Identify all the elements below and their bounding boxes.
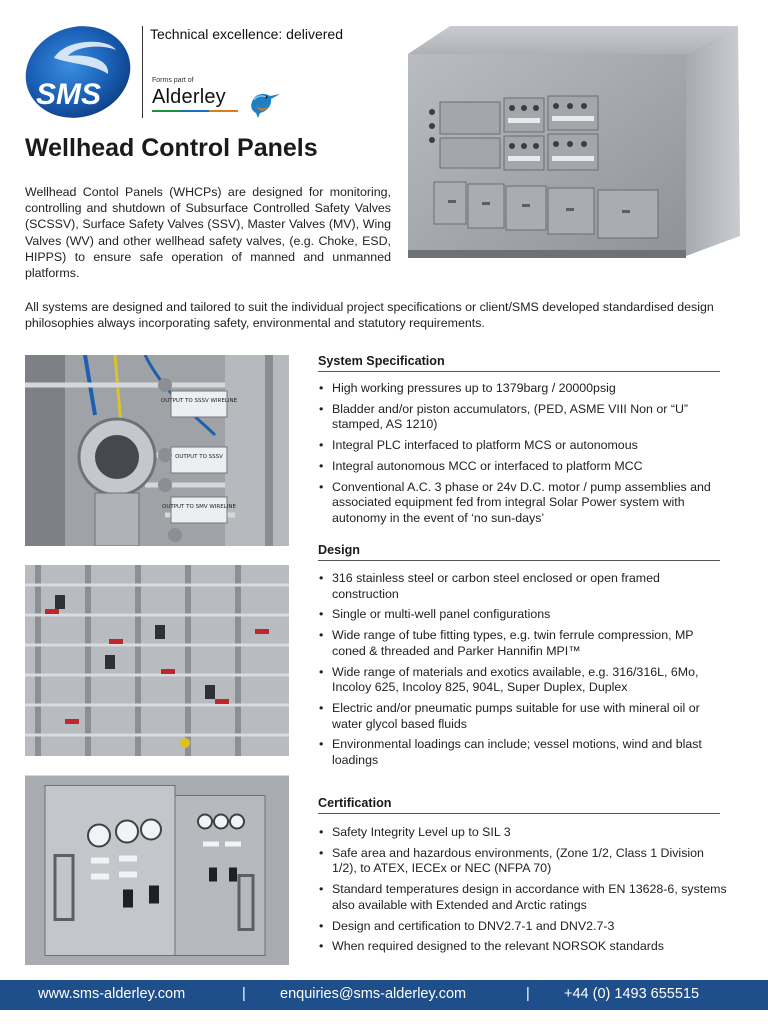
sms-logo	[24, 24, 134, 120]
logo-text: SMS	[36, 78, 102, 111]
list-item: • Environmental loadings can include; vessel motions, wind and blast loadings	[318, 737, 728, 768]
tag-label-2: OUTPUT TO SSSV	[175, 454, 223, 460]
kingfisher-icon	[244, 82, 284, 118]
logo-divider	[142, 26, 143, 118]
list-item: • Safety Integrity Level up to SIL 3	[318, 825, 728, 841]
section-title-certification: Certification	[318, 796, 720, 814]
footer-separator: |	[526, 986, 530, 1002]
svg-text:OUTPUT TO SSSV	[175, 454, 223, 460]
footer-separator: |	[242, 986, 246, 1002]
certification-list	[318, 825, 728, 960]
tubing-rack-photo	[25, 565, 289, 756]
list-item: • Integral autonomous MCC or interfaced to platform MCC	[318, 459, 728, 475]
hero-panel-photo	[404, 24, 744, 270]
tagline: Technical excellence: delivered	[150, 26, 343, 42]
transmitter-photo	[25, 355, 289, 546]
page-title: Wellhead Control Panels	[25, 134, 318, 162]
list-item: • Safe area and hazardous environments, (Zone 1/2, Class 1 Division 1/2), to ATEX, IECEx or NEC (NFPA 70)	[318, 846, 728, 877]
tag-label-1: OUTPUT TO SSSV WIRELINE	[160, 398, 238, 404]
list-item: • Single or multi-well panel configurations	[318, 607, 728, 623]
list-item: • Conventional A.C. 3 phase or 24v D.C. motor / pump assemblies and associated equipment fed from integral Solar Power system with autonomy in the event of ‘no sun-days’	[318, 480, 728, 527]
intro-paragraph-2: All systems are designed and tailored to suit the individual project specifications or client/SMS developed standardised design philosophies always incorporating safety, environmental and statutory requirements.	[25, 300, 714, 331]
list-item: • Standard temperatures design in accordance with EN 13628-6, systems also available with Extended and Arctic ratings	[318, 882, 728, 913]
footer-bar	[0, 980, 768, 1010]
system-specification-list	[318, 381, 728, 532]
alderley-wordmark: Alderley	[152, 86, 226, 108]
list-item: • Electric and/or pneumatic pumps suitable for use with mineral oil or water glycol based fluids	[318, 701, 728, 732]
phone-number[interactable]: +44 (0) 1493 655515	[564, 986, 700, 1002]
list-item: • When required designed to the relevant NORSOK standards	[318, 939, 728, 955]
intro-paragraph: Wellhead Contol Panels (WHCPs) are designed for monitoring, controlling and shutdown of Subsurface Controlled Safety Valves (SCSSV), Surface Safety Valves (SSV), Master Valves (MV), Wing Valves (WV) and other wellhead safety valves, (e.g. Choke, ESD, HIPPS) to ensure safe operation of manned and unmanned platforms.	[25, 185, 391, 281]
section-title-design: Design	[318, 543, 720, 561]
svg-text:OUTPUT TO SSSV WIRELINE	[161, 398, 238, 404]
tag-label-3: OUTPUT TO SMV WIRELINE	[162, 504, 236, 510]
list-item: • High working pressures up to 1379barg / 20000psig	[318, 381, 728, 397]
list-item: • 316 stainless steel or carbon steel enclosed or open framed construction	[318, 571, 728, 602]
design-list	[318, 571, 728, 774]
list-item: • Design and certification to DNV2.7-1 and DNV2.7-3	[318, 919, 728, 935]
website-link[interactable]: www.sms-alderley.com	[38, 986, 186, 1002]
list-item: • Integral PLC interfaced to platform MCS or autonomous	[318, 438, 728, 454]
alderley-color-bar	[152, 110, 238, 112]
forms-part-of: Forms part of	[152, 77, 194, 84]
list-item: • Wide range of tube fitting types, e.g. twin ferrule compression, MP coned & threaded and Parker Hannifin MPI™	[318, 628, 728, 659]
list-item: • Bladder and/or piston accumulators, (PED, ASME VIII Non or “U” stamped, AS 1210)	[318, 402, 728, 433]
gauge-panel-photo	[25, 775, 289, 965]
svg-text:OUTPUT TO SMV WIRELINE	[162, 504, 237, 510]
section-title-system-specification: System Specification	[318, 354, 720, 372]
list-item: • Wide range of materials and exotics available, e.g. 316/316L, 6Mo, Incoloy 625, Incoloy 825, 904L, Super Duplex, Duplex	[318, 665, 728, 696]
email-link[interactable]: enquiries@sms-alderley.com	[280, 986, 467, 1002]
